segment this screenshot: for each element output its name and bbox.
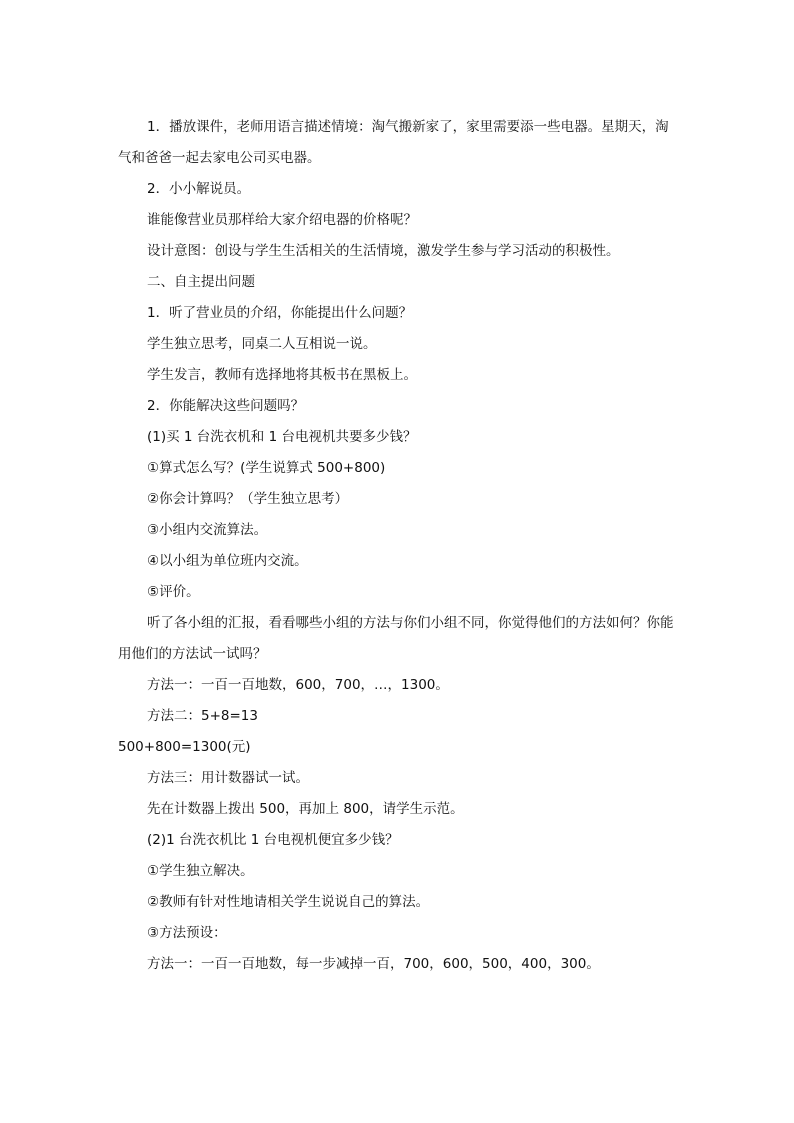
- paragraph-method-2-result: 500+800=1300(元): [118, 739, 251, 755]
- paragraph-price-question: 谁能像营业员那样给大家介绍电器的价格呢？: [147, 212, 417, 228]
- paragraph-solve-independently: ①学生独立解决。: [147, 863, 254, 879]
- paragraph-students-speak: 学生发言，教师有选择地将其板书在黑板上。: [147, 367, 417, 383]
- paragraph-method-1: 方法一：一百一百地数，600，700，…，1300。: [147, 677, 449, 693]
- paragraph-question-1: (1)买 1 台洗衣机和 1 台电视机共要多少钱？: [147, 429, 417, 445]
- document-body: [118, 112, 678, 980]
- paragraph-can-you-solve: 2．你能解决这些问题吗？: [147, 398, 305, 414]
- paragraph-method-3: 方法三：用计数器试一试。: [147, 770, 309, 786]
- paragraph-design-intent: 设计意图：创设与学生生活相关的生活情境，激发学生参与学习活动的积极性。: [147, 243, 620, 259]
- paragraph-step-1: ①算式怎么写？(学生说算式 500+800): [147, 460, 386, 476]
- paragraph-what-questions: 1．听了营业员的介绍，你能提出什么问题？: [147, 305, 413, 321]
- paragraph-group-reports: 听了各小组的汇报，看看哪些小组的方法与你们小组不同，你觉得他们的方法如何？你能用他们的方法试一试吗？: [118, 615, 674, 662]
- section-heading-ask-questions: 二、自主提出问题: [147, 274, 255, 290]
- paragraph-little-narrator: 2．小小解说员。: [147, 181, 251, 197]
- paragraph-step-5: ⑤评价。: [147, 584, 200, 600]
- paragraph-step-3: ③小组内交流算法。: [147, 522, 268, 538]
- paragraph-method-preset: ③方法预设：: [147, 925, 227, 941]
- paragraph-method-2: 方法二：5+8=13: [147, 708, 258, 724]
- paragraph-think-independently: 学生独立思考，同桌二人互相说一说。: [147, 336, 377, 352]
- paragraph-teacher-invites: ②教师有针对性地请相关学生说说自己的算法。: [147, 894, 430, 910]
- paragraph-scenario-intro: 1．播放课件，老师用语言描述情境：淘气搬新家了，家里需要添一些电器。星期天，淘气和爸爸一起去家电公司买电器。: [118, 119, 669, 166]
- paragraph-subtract-method: 方法一：一百一百地数，每一步减掉一百，700，600，500，400，300。: [147, 956, 600, 972]
- paragraph-step-4: ④以小组为单位班内交流。: [147, 553, 308, 569]
- paragraph-question-2: (2)1 台洗衣机比 1 台电视机便宜多少钱？: [147, 832, 399, 848]
- paragraph-step-2: ②你会计算吗？（学生独立思考）: [147, 491, 349, 507]
- paragraph-abacus-demo: 先在计数器上拨出 500，再加上 800，请学生示范。: [147, 801, 464, 817]
